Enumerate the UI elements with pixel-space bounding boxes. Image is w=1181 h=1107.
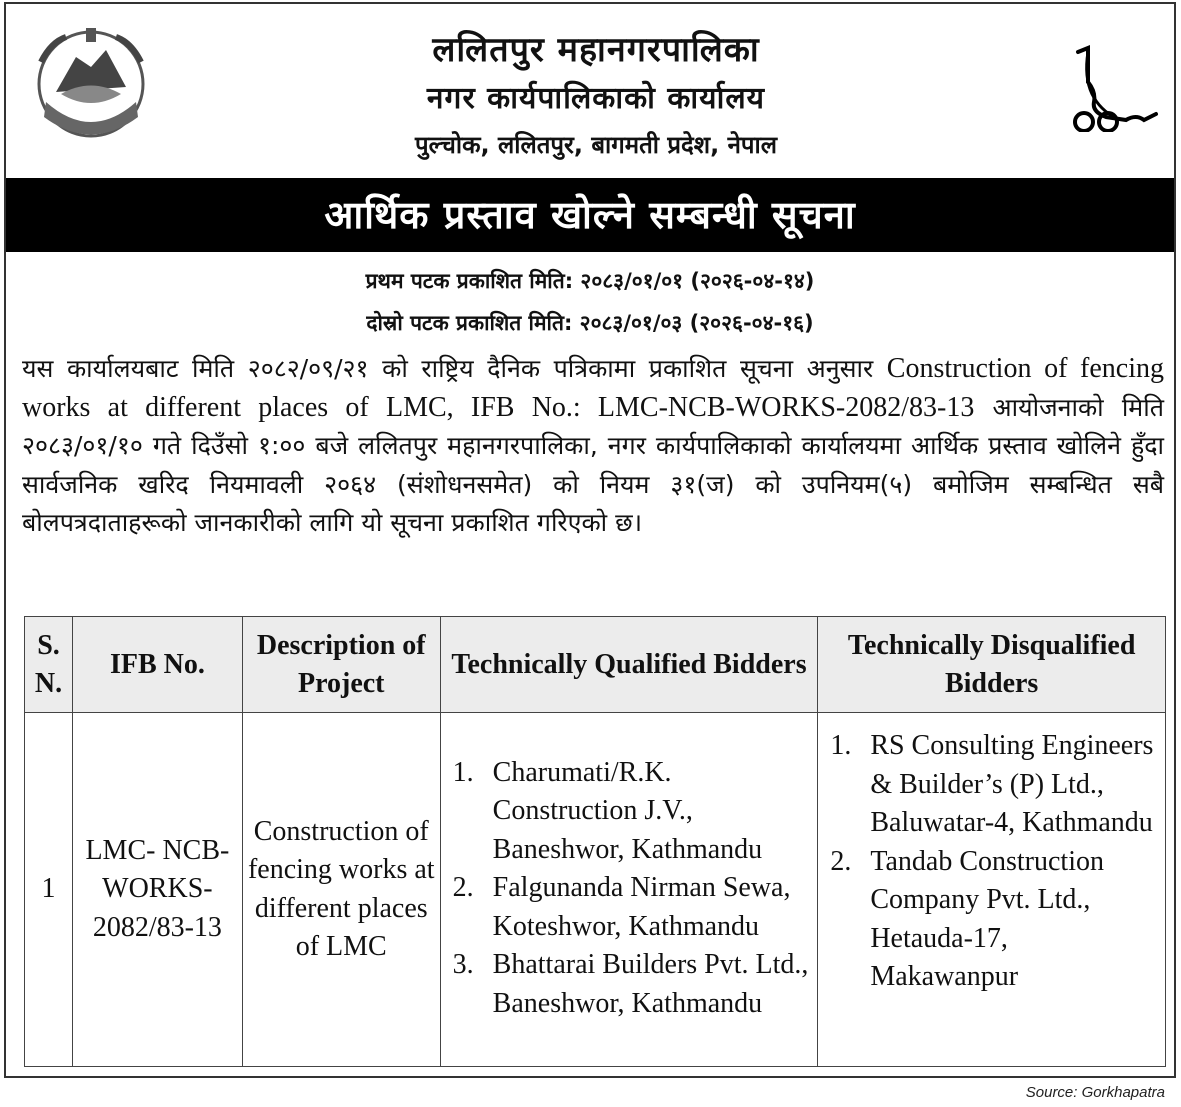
qualified-bidders-list bbox=[447, 754, 812, 1024]
bidder-name: RS Consulting Engineers & Builder’s (P) Ltd., Baluwatar-4, Kathmandu bbox=[870, 730, 1154, 838]
bidders-table bbox=[24, 616, 1166, 1067]
list-item: 3. Bhattarai Builders Pvt. Ltd., Baneshwor, Kathmandu bbox=[447, 946, 812, 1023]
bidder-name: Charumati/R.K. Construction J.V., Baneshwor, Kathmandu bbox=[492, 756, 763, 865]
notice-header bbox=[6, 4, 1174, 180]
header-description: Description of Project bbox=[242, 617, 440, 713]
notice-body-project: Construction of fencing works at different places of LMC, IFB No.: LMC-NCB-WORKS-2082/83-13 bbox=[22, 353, 1164, 423]
header-qualified: Technically Qualified Bidders bbox=[440, 617, 818, 713]
office-address: पुल्चोक, ललितपुर, बागमती प्रदेश, नेपाल bbox=[414, 131, 778, 159]
disqualified-bidders-list bbox=[824, 727, 1159, 997]
list-item: 1. RS Consulting Engineers & Builder’s (P) Ltd., Baluwatar-4, Kathmandu bbox=[824, 727, 1159, 843]
second-publication-date: दोस्रो पटक प्रकाशित मिति: २०८३/०१/०३ (२०२६-०४-१६) bbox=[366, 311, 814, 335]
list-item: 2. Tandab Construction Company Pvt. Ltd., Hetauda-17, Makawanpur bbox=[824, 843, 1159, 997]
cell-disqualified-bidders bbox=[818, 713, 1166, 1067]
source-credit: Source: Gorkhapatra bbox=[1025, 1084, 1165, 1101]
bidder-name: Tandab Construction Company Pvt. Ltd., Hetauda-17, Makawanpur bbox=[870, 845, 1104, 992]
notice-body bbox=[22, 350, 1164, 543]
list-item: 1. Charumati/R.K. Construction J.V., Baneshwor, Kathmandu bbox=[447, 754, 812, 870]
cell-description: Construction of fencing works at different places of LMC bbox=[242, 713, 440, 1067]
cell-qualified-bidders bbox=[440, 713, 818, 1067]
publication-dates bbox=[6, 260, 1174, 344]
notice-body-intro: यस कार्यालयबाट मिति २०८२/०९/२१ को राष्ट्रिय दैनिक पत्रिकामा प्रकाशित सूचना अनुसार bbox=[22, 354, 887, 383]
office-title-block bbox=[256, 24, 936, 168]
municipality-name: ललितपुर महानगरपालिका bbox=[432, 30, 760, 70]
notice-body-details: आयोजनाको मिति २०८३/०१/१० गते दिउँसो १:०० बजे ललितपुर महानगरपालिका, नगर कार्यपालिकाको कार्यालयमा आर्थिक प्रस्ताव खोलिने हुँदा सार्वजनिक खरिद नियमावली २०६४ (संशोधनसमेत) को नियम ३१(ज) को उपनियम(५) बमोजिम सम्बन्धित सबै बोलपत्रदाताहरूको जानकारीको लागि यो सूचना प्रकाशित गरिएको छ। bbox=[22, 392, 1164, 537]
header-ifb: IFB No. bbox=[72, 617, 242, 713]
bidder-name: Falgunanda Nirman Sewa, Koteshwor, Kathmandu bbox=[492, 872, 791, 942]
office-name: नगर कार्यपालिकाको कार्यालय bbox=[426, 81, 766, 116]
notice-title-banner: आर्थिक प्रस्ताव खोल्ने सम्बन्धी सूचना bbox=[6, 178, 1174, 252]
first-publication-date: प्रथम पटक प्रकाशित मिति: २०८३/०१/०१ (२०२६-०४-१४) bbox=[365, 269, 815, 293]
header-disqualified: Technically Disqualified Bidders bbox=[818, 617, 1166, 713]
list-item: 2. Falgunanda Nirman Sewa, Koteshwor, Kathmandu bbox=[447, 869, 812, 946]
header-sn: S. N. bbox=[25, 617, 73, 713]
table-header-row bbox=[25, 617, 1166, 713]
cell-ifb: LMC- NCB-WORKS-2082/83-13 bbox=[72, 713, 242, 1067]
scissors-logo-icon bbox=[1066, 22, 1166, 132]
table-row bbox=[25, 713, 1166, 1067]
notice-frame bbox=[4, 2, 1176, 1078]
bidder-name: Bhattarai Builders Pvt. Ltd., Baneshwor, Kathmandu bbox=[492, 949, 809, 1019]
cell-sn: 1 bbox=[25, 713, 73, 1067]
nepal-emblem-icon bbox=[26, 22, 156, 147]
